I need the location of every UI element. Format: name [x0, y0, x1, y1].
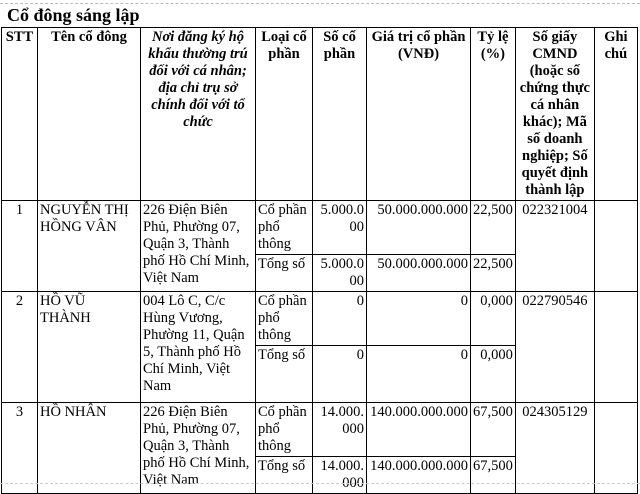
cell-id-doc: 022790546 — [515, 292, 594, 403]
cell-value-total: 0 — [367, 346, 471, 403]
cell-value: 0 — [367, 292, 471, 346]
cell-ratio: 22,500 — [471, 201, 516, 255]
cell-value-total: 140.000.000.000 — [367, 457, 471, 494]
cell-share-count-total: 14.000.000 — [313, 457, 367, 494]
cell-name: HỒ NHÂN — [38, 403, 141, 494]
section-title: Cổ đông sáng lập — [7, 5, 140, 25]
cell-ratio-total: 67,500 — [471, 457, 516, 494]
header-ratio: Tỷ lệ (%) — [471, 28, 516, 201]
header-id-doc: Số giấy CMND (hoặc số chứng thực cá nhân khác); Mã số doanh nghiệp; Số quyết định thành lập — [515, 28, 594, 201]
table-row — [2, 201, 638, 255]
cell-share-type-total: Tổng số — [256, 255, 313, 292]
cell-note — [594, 201, 637, 292]
cell-address: 226 Điện Biên Phủ, Phường 07, Quận 3, Thành phố Hồ Chí Minh, Việt Nam — [141, 201, 256, 292]
header-row — [2, 28, 638, 201]
cell-address: 226 Điện Biên Phủ, Phường 07, Quận 3, Thành phố Hồ Chí Minh, Việt Nam — [141, 403, 256, 494]
cell-share-count: 5.000.000 — [313, 201, 367, 255]
cell-share-type-total: Tổng số — [256, 346, 313, 403]
cell-id-doc: 022321004 — [515, 201, 594, 292]
cell-value: 50.000.000.000 — [367, 201, 471, 255]
cell-share-count: 0 — [313, 292, 367, 346]
cell-value: 140.000.000.000 — [367, 403, 471, 457]
table-row — [2, 403, 638, 457]
cell-name: NGUYỄN THỊ HỒNG VÂN — [38, 201, 141, 292]
page-continuation-edge — [0, 483, 640, 488]
cell-share-count-total: 5.000.000 — [313, 255, 367, 292]
cell-share-type-total: Tổng số — [256, 457, 313, 494]
cell-share-count-total: 0 — [313, 346, 367, 403]
cell-name: HỒ VŨ THÀNH — [38, 292, 141, 403]
cell-share-type: Cổ phần phổ thông — [256, 201, 313, 255]
cell-value-total: 50.000.000.000 — [367, 255, 471, 292]
cell-stt: 2 — [2, 292, 38, 403]
cell-address: 004 Lô C, C/c Hùng Vương, Phường 11, Quận 5, Thành phố Hồ Chí Minh, Việt Nam — [141, 292, 256, 403]
header-stt: STT — [2, 28, 38, 201]
header-note: Ghi chú — [594, 28, 637, 201]
cell-share-type: Cổ phần phổ thông — [256, 292, 313, 346]
cell-ratio: 67,500 — [471, 403, 516, 457]
cell-ratio-total: 22,500 — [471, 255, 516, 292]
cell-stt: 3 — [2, 403, 38, 494]
header-value: Giá trị cổ phần (VNĐ) — [367, 28, 471, 201]
header-address: Nơi đăng ký hộ khẩu thường trú đối với cá nhân; địa chỉ trụ sở chính đối với tổ chức — [141, 28, 256, 201]
cell-note — [594, 292, 637, 403]
table-row — [2, 292, 638, 346]
cell-ratio-total: 0,000 — [471, 346, 516, 403]
cell-note — [594, 403, 637, 494]
header-share-type: Loại cổ phần — [256, 28, 313, 201]
cell-share-count: 14.000.000 — [313, 403, 367, 457]
cell-ratio: 0,000 — [471, 292, 516, 346]
header-name: Tên cổ đông — [38, 28, 141, 201]
cell-stt: 1 — [2, 201, 38, 292]
founding-shareholders-table — [1, 27, 638, 494]
cell-id-doc: 024305129 — [515, 403, 594, 494]
cell-share-type: Cổ phần phổ thông — [256, 403, 313, 457]
header-share-count: Số cổ phần — [313, 28, 367, 201]
